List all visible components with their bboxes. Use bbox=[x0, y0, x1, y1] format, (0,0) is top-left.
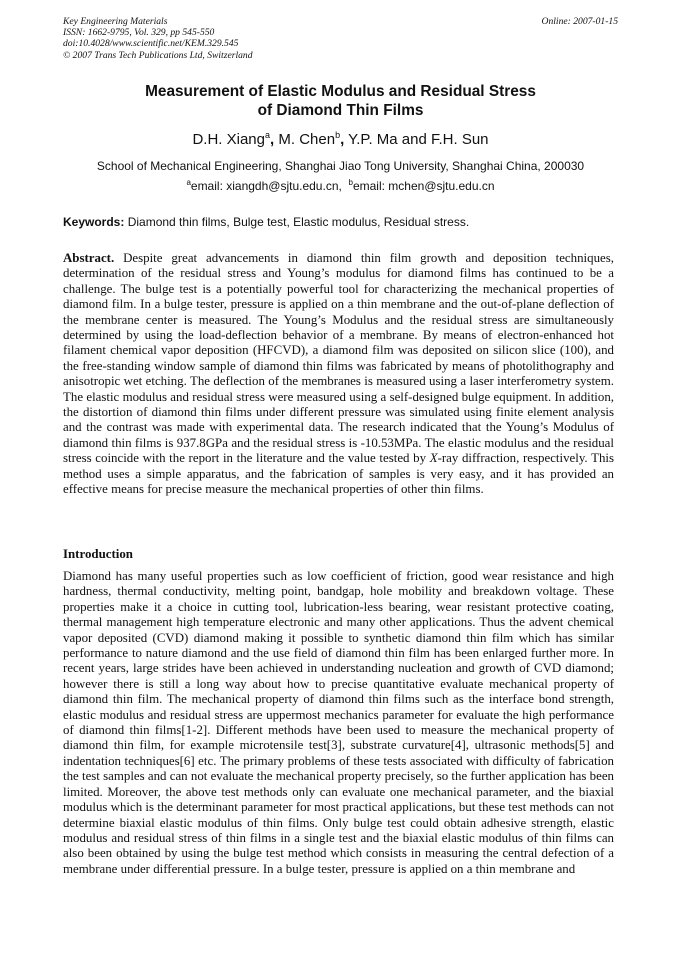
author-1: D.H. Xiang bbox=[192, 131, 265, 148]
journal-header bbox=[63, 16, 618, 61]
keywords-label: Keywords: bbox=[63, 215, 125, 229]
keywords bbox=[63, 215, 618, 230]
abstract-text: Despite great advancements in diamond thin film growth and deposition techniques, determination of the residual stress and Young’s modulus for diamond films has continued to be a challenge. The bulge test is a potentially powerful tool for characterizing the mechanical properties of diamond film. In a bulge tester, pressure is applied on a thin membrane and the out-of-plane deflection of the membrane center is measured. The Young’s Modulus and the residual stress are simultaneously determined by using the load-deflection behavior of a membrane. By means of electron-enhanced hot filament chemical vapor deposition (HFCVD), a diamond film was deposited on silicon slice (100), and the free-standing window sample of diamond thin films was fabricated by means of photolithography and anisotropic wet etching. The deflection of the membranes is measured using a laser interferometry system. The elastic modulus and residual stress were measured using a self-designed bulge equipment. In addition, the distortion of diamond thin films under different pressure was simulated using finite element analysis and the contrast was made with experimental data. The research indicated that the Young’s Modulus of diamond thin films is 937.8GPa and the residual stress is -10.53MPa. The elastic modulus and the residual stress coincide with the report in the literature and the value tested by bbox=[63, 251, 614, 466]
email-a: email: xiangdh@sjtu.edu.cn, bbox=[190, 179, 342, 193]
author-emails bbox=[63, 179, 618, 194]
author-1-affil-mark: a bbox=[265, 130, 271, 140]
paper-title bbox=[63, 82, 618, 120]
keywords-text: Diamond thin films, Bulge test, Elastic modulus, Residual stress. bbox=[127, 215, 470, 229]
introduction-body: Diamond has many useful properties such as low coefficient of friction, good wear resistance and high hardness, thermal conductivity, melting point, bandgap, hole mobility and breakdown voltage. These properties make it a choice in cutting tool, lubrication-less bearing, wear resistant protective coating, thermal management high temperature electronic and many other applications. Thus the advent chemical vapor deposited (CVD) diamond making it possible to synthetic diamond thin film which has similar performance to nature diamond and the use field of diamond thin film has been enlarged further more. In recent years, large strides have been achieved in understanding nucleation and growth of CVD diamond; however there is still a long way about how to precise quantitative evaluate mechanical property of diamond thin film. The mechanical property of diamond thin films such as the interface bond strength, elastic modulus and residual stress are uppermost mechanics parameter for evaluate the high performance of diamond thin films[1-2]. Different methods have been used to measure the mechanical property of diamond thin film, for example microtensile test[3], substrate curvature[4], ultrasonic methods[5] and indentation techniques[6] etc. The primary problems of these tests associated with difficulty of fabrication the test samples and can not evaluate the mechanical property precisely, so the further application has been limited. Moreover, the above test methods only can evaluate one mechanical parameter, and the biaxial modulus which is the determinant parameter for most practical applications, but these test methods can not determine biaxial elastic modulus of thin films. Only bulge test could obtain adhesive strength, elastic modulus and residual stress of thin films in a single test and the biaxial elastic modulus of thin films can also been obtained by using the bulge test method which consists in measuring the central defection of a membrane under differential pressure. In a bulge tester, pressure is applied on a thin membrane and bbox=[63, 569, 614, 876]
copyright-line: © 2007 Trans Tech Publications Ltd, Switzerland bbox=[63, 49, 253, 61]
title-line-2: of Diamond Thin Films bbox=[257, 102, 424, 119]
journal-name: Key Engineering Materials bbox=[63, 16, 168, 27]
author-2-affil-mark: b bbox=[335, 130, 341, 140]
online-date: Online: 2007-01-15 bbox=[541, 16, 618, 27]
abstract-italic-x: X bbox=[429, 451, 438, 466]
abstract bbox=[63, 251, 614, 498]
abstract-text-end: -ray diffraction, respectively. This method uses a simple apparatus, and the fabrication of samples is very easy, and it has provided an effective means for precise measure the mechanical properties of other thin films. bbox=[63, 451, 614, 497]
abstract-label: Abstract. bbox=[63, 251, 115, 265]
author-2: M. Chen bbox=[278, 131, 336, 148]
introduction-heading: Introduction bbox=[63, 547, 133, 561]
doi-line: doi:10.4028/www.scientific.net/KEM.329.545 bbox=[63, 38, 239, 50]
title-line-1: Measurement of Elastic Modulus and Residual Stress bbox=[145, 83, 536, 100]
email-b: email: mchen@sjtu.edu.cn bbox=[352, 179, 495, 193]
issn-line: ISSN: 1662-9795, Vol. 329, pp 545-550 bbox=[63, 27, 215, 39]
email-a-mark: a bbox=[186, 178, 191, 187]
other-authors: Y.P. Ma and F.H. Sun bbox=[348, 131, 489, 148]
email-b-mark: b bbox=[348, 178, 353, 187]
author-list: D.H. Xiang$^a$, M. Chen$^b$, Y.P. Ma and F.H. Sun bbox=[192, 130, 489, 148]
affiliation: School of Mechanical Engineering, Shanghai Jiao Tong University, Shanghai China, 200030 bbox=[96, 159, 585, 173]
